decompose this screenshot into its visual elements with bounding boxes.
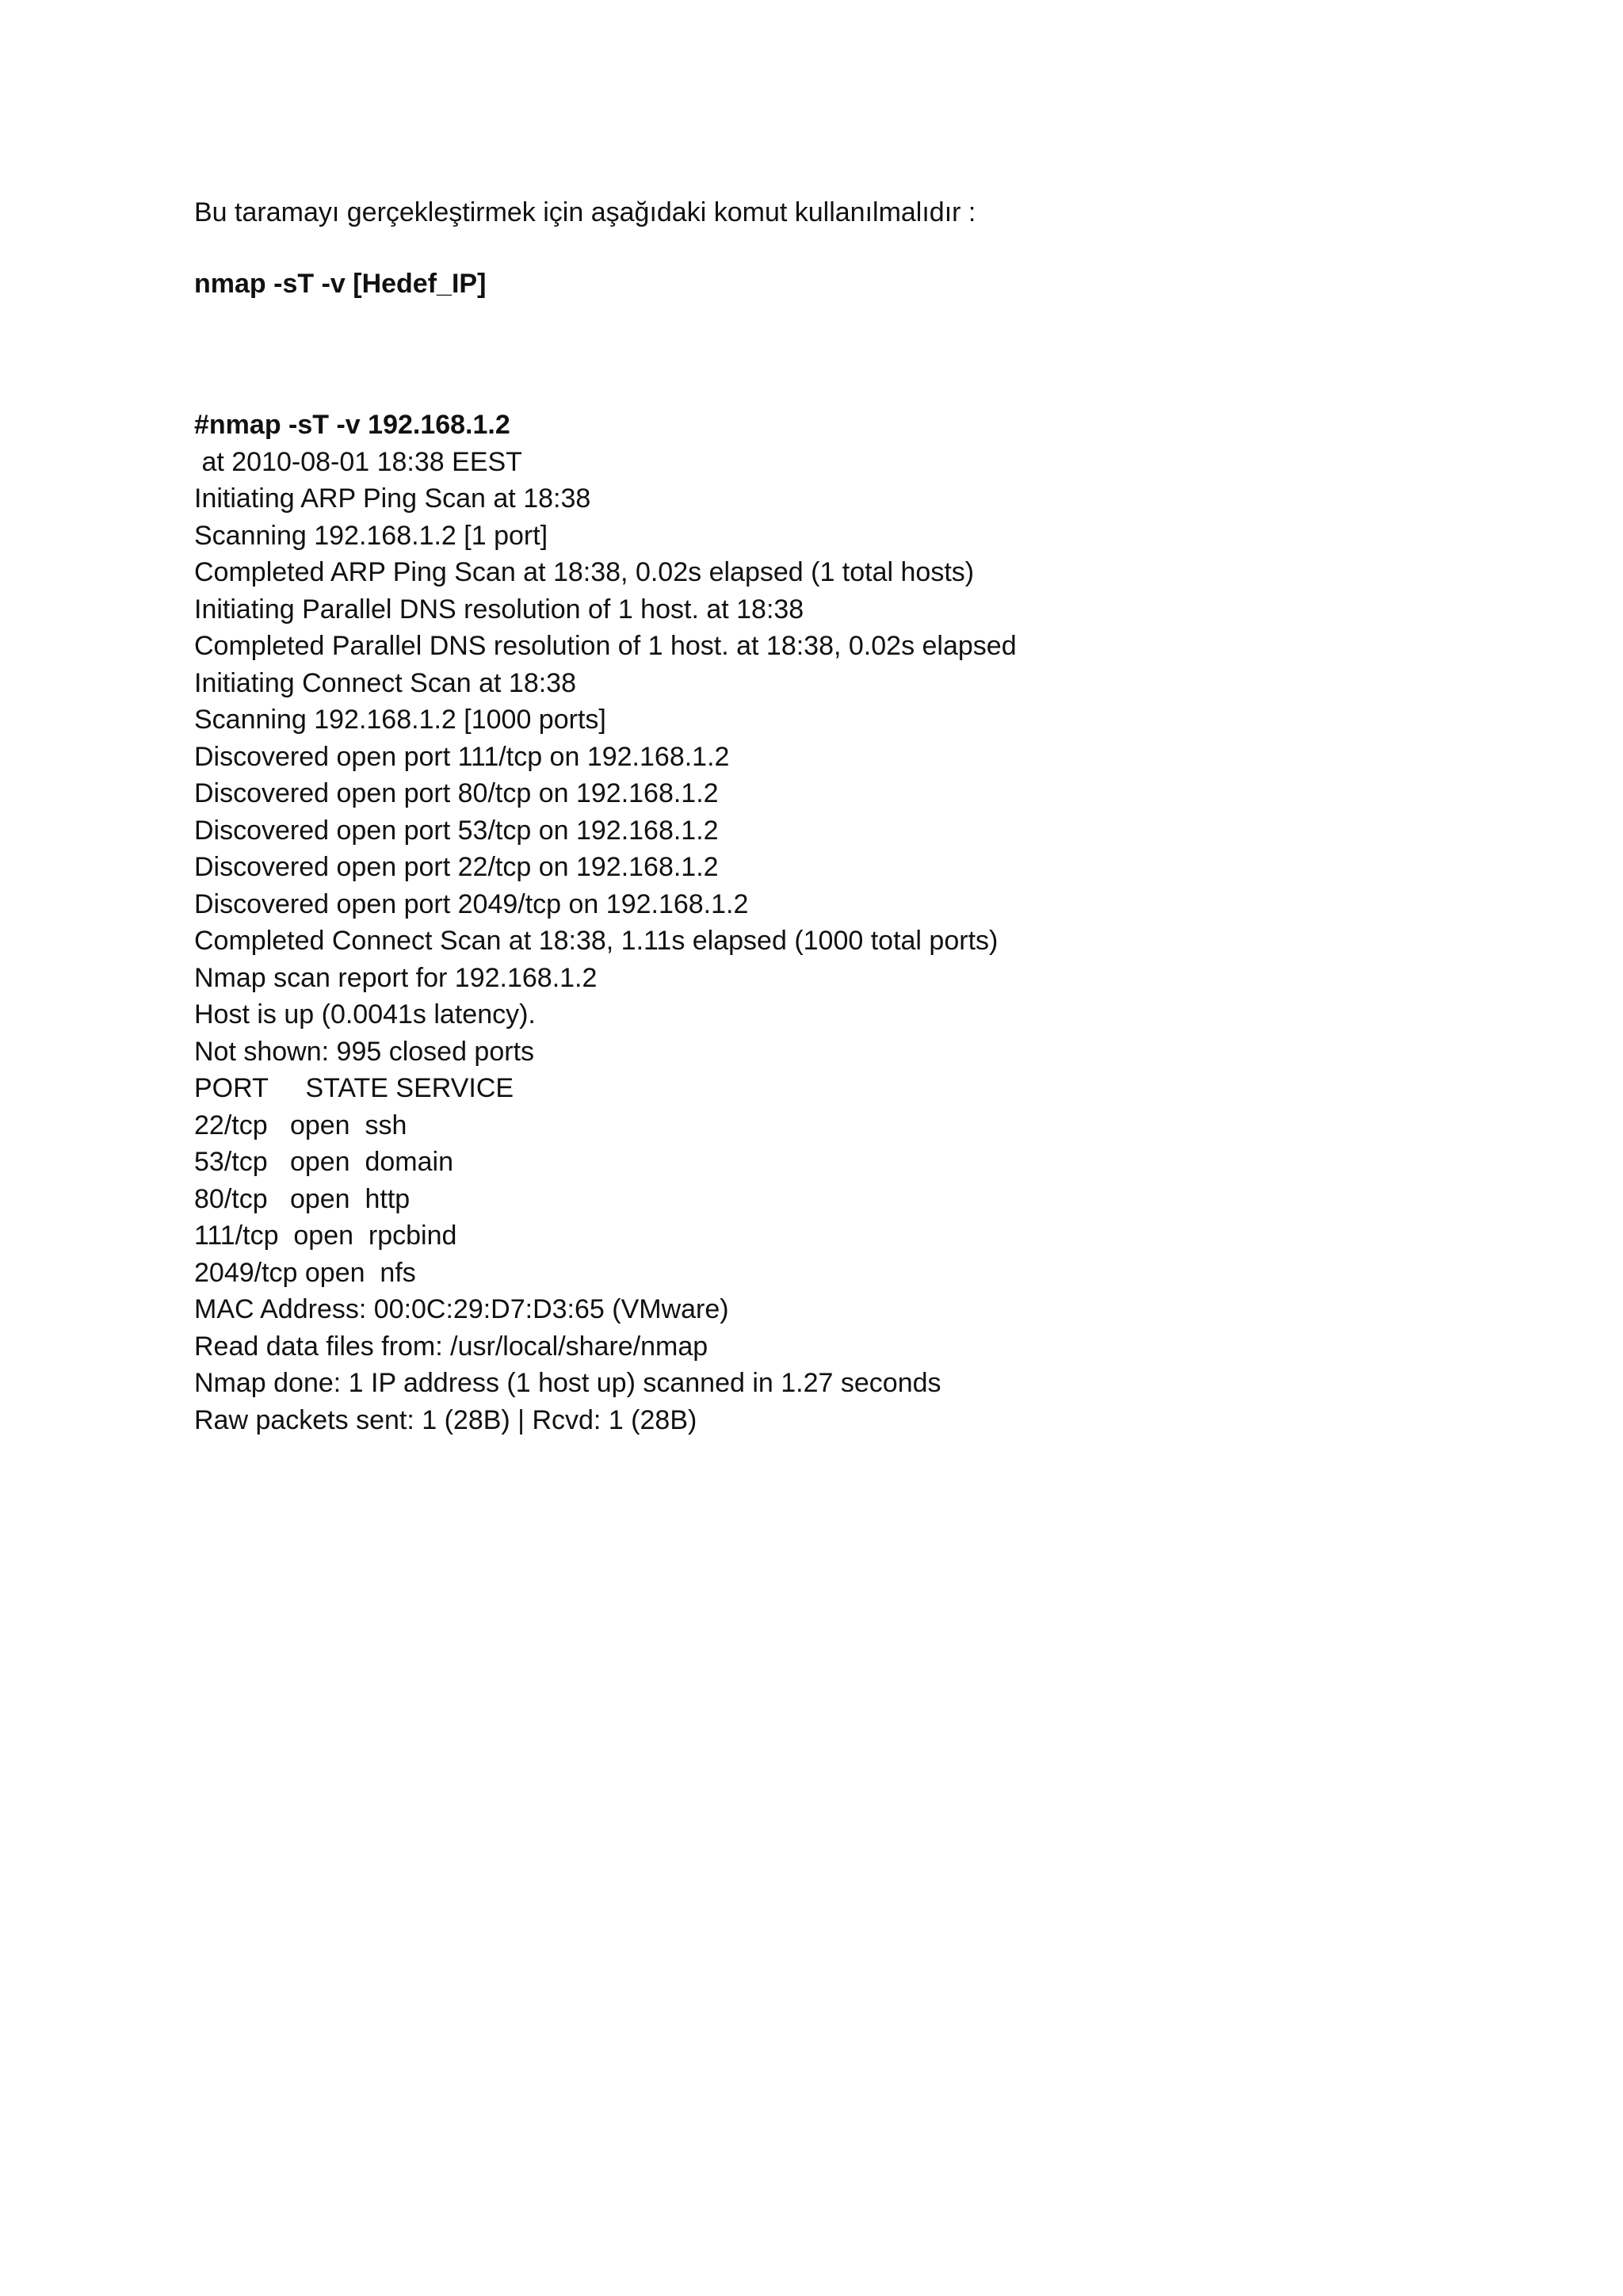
output-line: MAC Address: 00:0C:29:D7:D3:65 (VMware) xyxy=(194,1294,729,1324)
output-line: Completed ARP Ping Scan at 18:38, 0.02s elapsed (1 total hosts) xyxy=(194,557,975,587)
command-template: nmap -sT -v [Hedef_IP] xyxy=(194,268,487,299)
output-line: Initiating ARP Ping Scan at 18:38 xyxy=(194,483,591,514)
output-line: Discovered open port 53/tcp on 192.168.1.2 xyxy=(194,815,719,846)
output-line: Read data files from: /usr/local/share/nmap xyxy=(194,1331,708,1362)
output-line: Nmap scan report for 192.168.1.2 xyxy=(194,962,598,993)
output-line: Scanning 192.168.1.2 [1 port] xyxy=(194,520,548,551)
port-table-row: 80/tcp open http xyxy=(194,1183,411,1214)
output-line: Scanning 192.168.1.2 [1000 ports] xyxy=(194,705,606,735)
port-table-row: 53/tcp open domain xyxy=(194,1147,454,1177)
output-line: Not shown: 995 closed ports xyxy=(194,1036,535,1067)
output-line: Discovered open port 111/tcp on 192.168.1.2 xyxy=(194,741,730,772)
output-line: at 2010-08-01 18:38 EEST xyxy=(194,446,522,477)
document-content xyxy=(194,194,1430,1438)
output-line: Discovered open port 80/tcp on 192.168.1.2 xyxy=(194,778,719,808)
output-command: #nmap -sT -v 192.168.1.2 xyxy=(194,410,510,440)
port-table-header: PORT STATE SERVICE xyxy=(194,1073,514,1103)
output-line: Discovered open port 22/tcp on 192.168.1.2 xyxy=(194,852,719,882)
intro-text: Bu taramayı gerçekleştirmek için aşağıdaki komut kullanılmalıdır : xyxy=(194,197,976,227)
output-line: Nmap done: 1 IP address (1 host up) scanned in 1.27 seconds xyxy=(194,1368,941,1398)
port-table-row: 22/tcp open ssh xyxy=(194,1110,407,1140)
output-line: Initiating Parallel DNS resolution of 1 host. at 18:38 xyxy=(194,594,804,625)
output-line: Host is up (0.0041s latency). xyxy=(194,999,536,1030)
output-line: Raw packets sent: 1 (28B) | Rcvd: 1 (28B) xyxy=(194,1404,697,1435)
output-line: Initiating Connect Scan at 18:38 xyxy=(194,667,576,698)
output-line: Discovered open port 2049/tcp on 192.168.1.2 xyxy=(194,888,749,919)
port-table-row: 2049/tcp open nfs xyxy=(194,1257,416,1288)
nmap-output xyxy=(194,407,1430,1438)
port-table-row: 111/tcp open rpcbind xyxy=(194,1221,457,1251)
output-line: Completed Connect Scan at 18:38, 1.11s elapsed (1000 total ports) xyxy=(194,926,999,956)
output-line: Completed Parallel DNS resolution of 1 host. at 18:38, 0.02s elapsed xyxy=(194,631,1017,661)
